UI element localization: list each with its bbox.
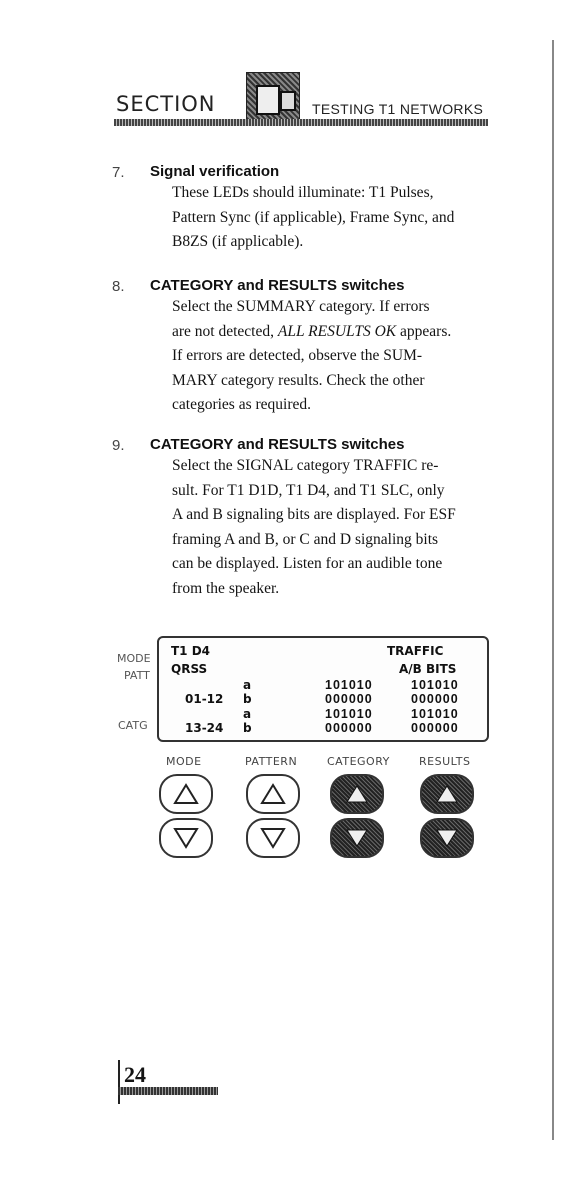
text-line: categories as required.	[172, 396, 312, 413]
triangle-down-icon	[173, 827, 199, 849]
text-line: These LEDs should illuminate: T1 Pulses,	[172, 184, 434, 201]
section-icon	[246, 72, 300, 126]
lcd-bit-label: a	[243, 678, 252, 692]
text-line: If errors are detected, observe the SUM-	[172, 347, 423, 364]
section-title: TESTING T1 NETWORKS	[312, 101, 484, 117]
lcd-bits-value: 101010	[325, 707, 373, 721]
lcd-mode-value: T1 D4	[171, 644, 211, 658]
lcd-bits-value: 101010	[411, 678, 459, 692]
category-button-label: CATEGORY	[327, 755, 390, 768]
triangle-up-icon	[260, 783, 286, 805]
header-rule	[114, 119, 488, 126]
lcd-bits-value: 101010	[411, 707, 459, 721]
lcd-bits-value: 000000	[411, 692, 459, 706]
text-line: can be displayed. Listen for an audible tone	[172, 555, 443, 572]
triangle-down-icon	[434, 827, 460, 849]
result-message: ALL RESULTS OK	[277, 322, 397, 340]
category-down-button[interactable]	[330, 818, 384, 858]
patt-side-label: PATT	[124, 669, 150, 682]
item-number: 9.	[112, 437, 125, 454]
mode-side-label: MODE	[117, 652, 151, 665]
triangle-up-icon	[434, 783, 460, 805]
lcd-result-title: A/B BITS	[399, 662, 457, 676]
catg-side-label: CATG	[118, 719, 148, 732]
mode-up-button[interactable]	[159, 774, 213, 814]
item-number: 8.	[112, 278, 125, 295]
triangle-down-icon	[344, 827, 370, 849]
section-label: SECTION	[116, 92, 216, 116]
lcd-bits-value: 000000	[325, 721, 373, 735]
lcd-bits-value: 101010	[325, 678, 373, 692]
triangle-down-icon	[260, 827, 286, 849]
text-line: from the speaker.	[172, 579, 280, 597]
results-up-button[interactable]	[420, 774, 474, 814]
text-line: framing A and B, or C and D signaling bits	[172, 530, 439, 548]
item-heading: CATEGORY and RESULTS switches	[150, 436, 405, 453]
triangle-up-icon	[344, 783, 370, 805]
results-down-button[interactable]	[420, 818, 474, 858]
text-line: B8ZS (if applicable).	[172, 233, 304, 250]
results-button-label: RESULTS	[419, 755, 471, 768]
text-line: MARY category results. Check the other	[172, 371, 425, 389]
lcd-category-value: TRAFFIC	[387, 644, 444, 658]
lcd-channel-range: 13-24	[185, 721, 224, 735]
text-line: A and B signaling bits are displayed. For ESF	[172, 506, 456, 523]
text-line: sult. For T1 D1D, T1 D4, and T1 SLC, only	[172, 481, 445, 499]
text-line: Select the SUMMARY category. If errors	[172, 298, 430, 315]
pattern-up-button[interactable]	[246, 774, 300, 814]
pattern-down-button[interactable]	[246, 818, 300, 858]
item-heading: Signal verification	[150, 163, 280, 180]
triangle-up-icon	[173, 783, 199, 805]
item-body	[172, 295, 494, 418]
category-up-button[interactable]	[330, 774, 384, 814]
text-line	[172, 320, 494, 345]
item-body	[172, 181, 494, 255]
connector-small-icon	[280, 91, 296, 111]
pattern-button-label: PATTERN	[245, 755, 298, 768]
page-number: 24	[124, 1062, 146, 1087]
item-number: 7.	[112, 164, 125, 181]
mode-down-button[interactable]	[159, 818, 213, 858]
text-fragment: appears.	[396, 322, 452, 340]
mode-button-label: MODE	[166, 755, 202, 768]
text-fragment: are not detected,	[172, 322, 278, 340]
item-body	[172, 454, 494, 601]
item-heading: CATEGORY and RESULTS switches	[150, 277, 405, 294]
page-marker	[118, 1060, 120, 1104]
lcd-bit-label: b	[243, 692, 252, 706]
text-line: Select the SIGNAL category TRAFFIC re-	[172, 457, 439, 474]
page-bar	[118, 1087, 218, 1095]
lcd-channel-range: 01-12	[185, 692, 224, 706]
text-line: Pattern Sync (if applicable), Frame Sync, and	[172, 208, 455, 226]
connector-icon	[256, 85, 280, 115]
lcd-pattern-value: QRSS	[171, 662, 208, 676]
lcd-bit-label: b	[243, 721, 252, 735]
lcd-display	[157, 636, 489, 742]
binding-edge	[552, 40, 554, 1140]
lcd-bit-label: a	[243, 707, 252, 721]
lcd-bits-value: 000000	[325, 692, 373, 706]
lcd-bits-value: 000000	[411, 721, 459, 735]
